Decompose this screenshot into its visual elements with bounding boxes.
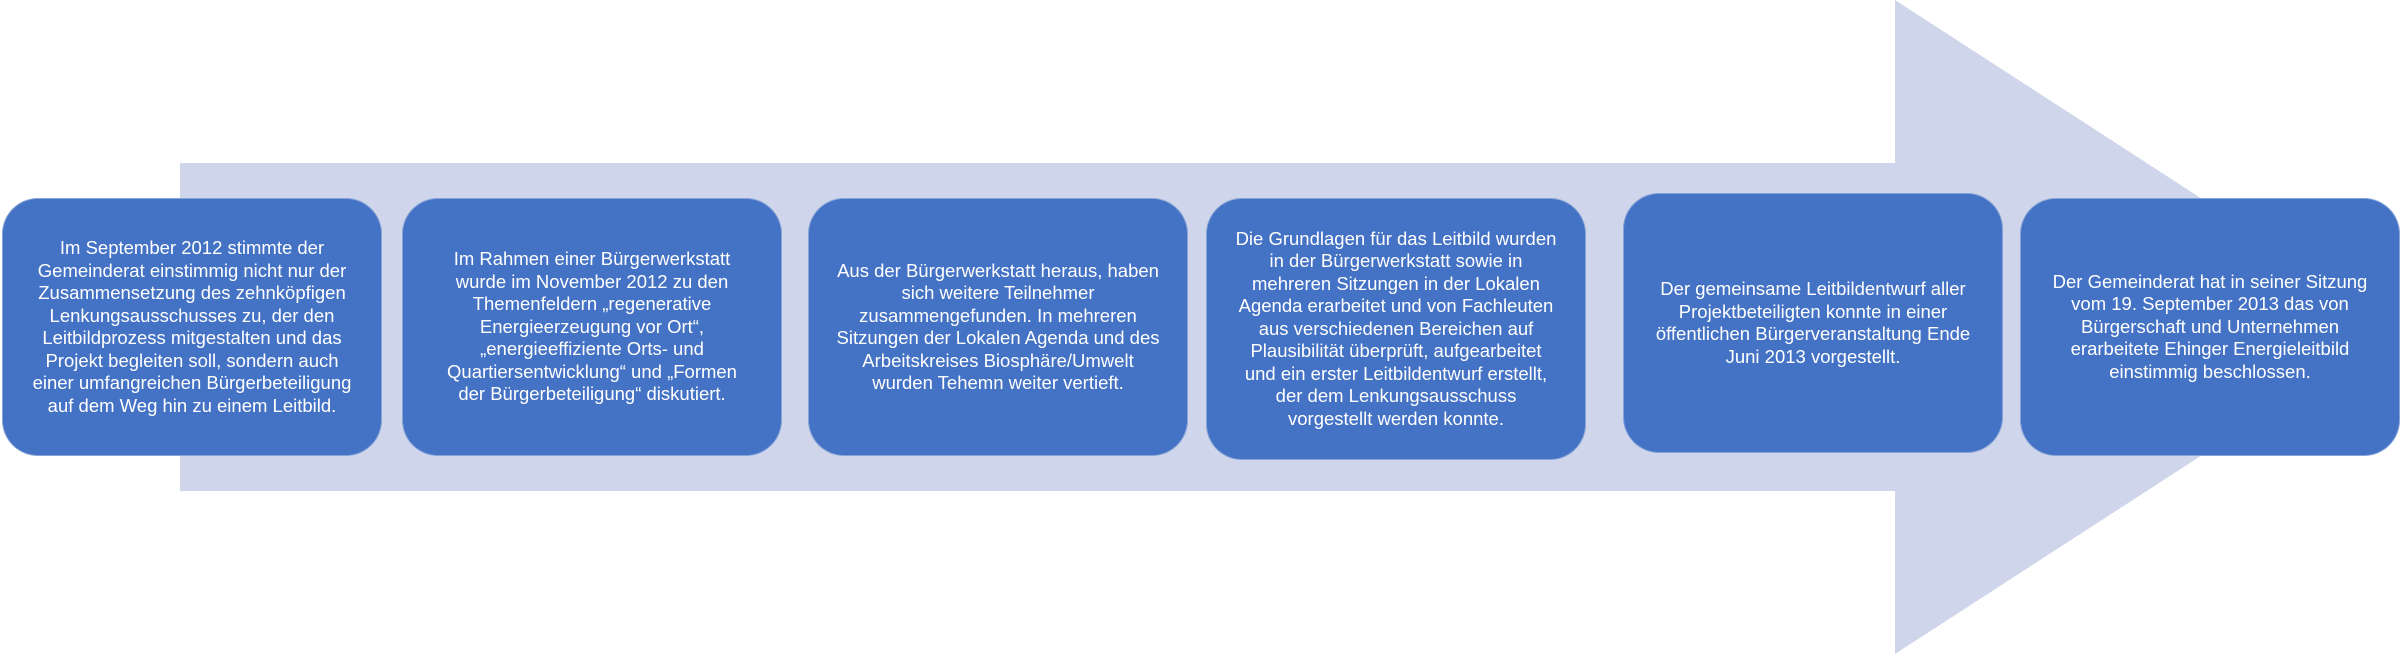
step-box-3 bbox=[808, 198, 1188, 456]
step-box-2 bbox=[402, 198, 782, 456]
step-text-3: Aus der Bürgerwerkstatt heraus, haben sich weitere Teilnehmer zusammengefunden. In mehreren Sitzungen der Lokalen Agenda und des Arbeitskreises Biosphäre/Umwelt wurden Tehemn weiter vertieft. bbox=[836, 259, 1160, 393]
step-text-2: Im Rahmen einer Bürgerwerkstatt wurde im November 2012 zu den Themenfeldern „regenerative Energieerzeugung vor Ort“, „energieeffiziente Orts- und Quartiersentwicklung“ und „Formen der Bürgerbeteiligung“ diskutiert. bbox=[447, 248, 737, 405]
step-text-1: Im September 2012 stimmte der Gemeinderat einstimmig nicht nur der Zusammensetzung des zehnköpfigen Lenkungsausschusses zu, der den Leitbildprozess mitgestalten und das Projekt begleiten soll, sondern auch einer umfangreichen Bürgerbeteiligung auf dem Weg hin zu einem Leitbild. bbox=[32, 237, 352, 416]
step-box-4 bbox=[1206, 198, 1586, 460]
step-text-4: Die Grundlagen für das Leitbild wurden in der Bürgerwerkstatt sowie in mehreren Sitzungen in der Lokalen Agenda erarbeitet und von Fachleuten aus verschiedenen Bereichen auf Plausibilität überprüft, aufgearbeitet und ein erster Leitbildentwurf erstellt, der dem Lenkungsausschuss vorgestellt werden konnte. bbox=[1235, 227, 1557, 429]
step-text-5: Der gemeinsame Leitbildentwurf aller Projektbeteiligten konnte in einer öffentlichen Bürgerveranstaltung Ende Juni 2013 vorgestellt. bbox=[1655, 278, 1971, 367]
step-box-1 bbox=[2, 198, 382, 456]
step-box-5 bbox=[1623, 193, 2003, 453]
step-box-6 bbox=[2020, 198, 2400, 456]
step-text-6: Der Gemeinderat hat in seiner Sitzung vom 19. September 2013 das von Bürgerschaft und Unternehmen erarbeitete Ehinger Energieleitbild einstimmig beschlossen. bbox=[2052, 270, 2368, 382]
